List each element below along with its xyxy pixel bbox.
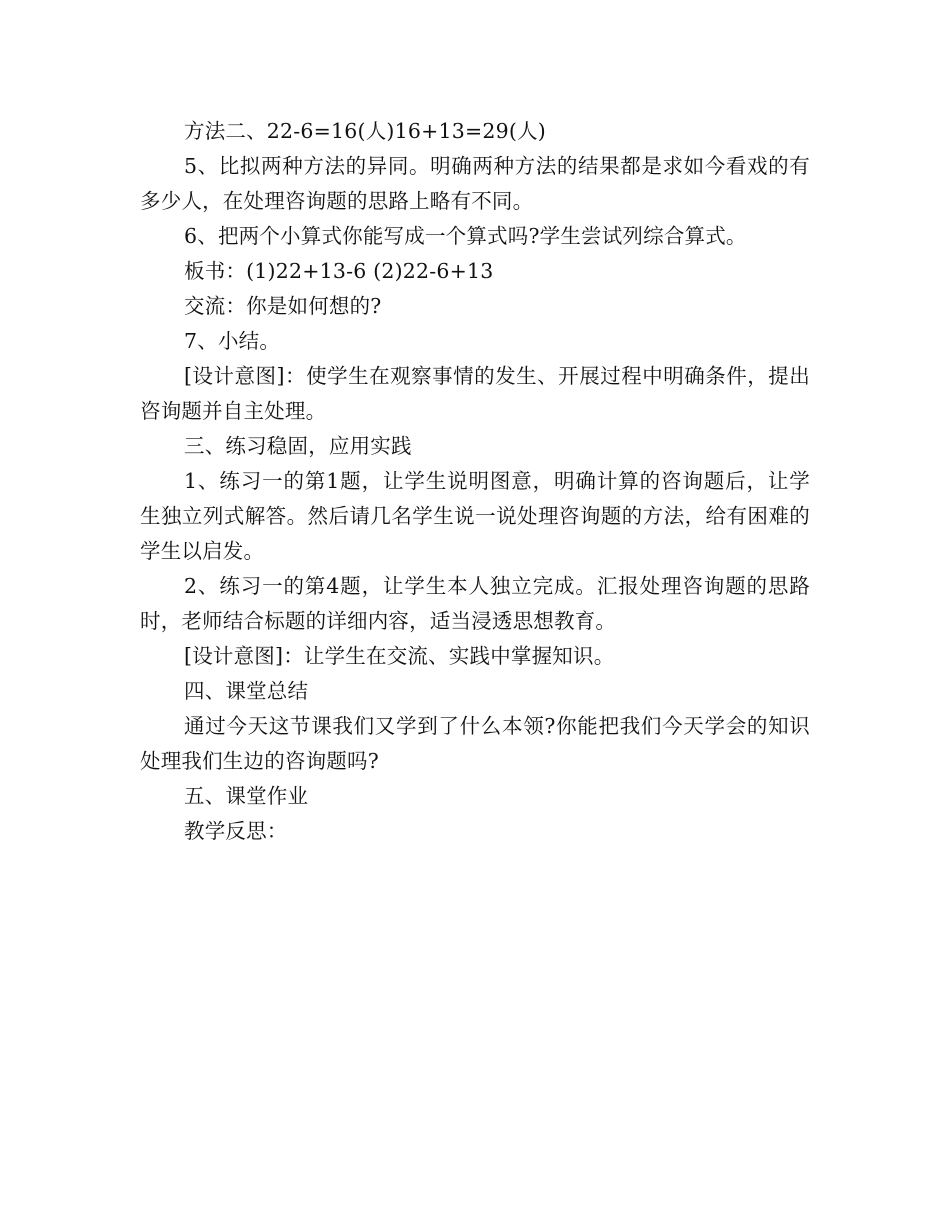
design-intent-paragraph-2: [设计意图]：让学生在交流、实践中掌握知识。	[184, 644, 615, 668]
board-writing-paragraph: 板书：(1)22+13-6 (2)22-6+13	[184, 259, 494, 283]
compare-methods-paragraph: 5、比拟两种方法的异同。明确两种方法的结果都是求如今看戏的有多少人，在处理咨询题的思路上略有不同。	[140, 154, 810, 213]
section-four-heading: 四、课堂总结	[184, 679, 309, 703]
method-two-paragraph: 方法二、22-6=16(人)16+13=29(人)	[184, 119, 546, 143]
exercise-one-paragraph: 1、练习一的第1题，让学生说明图意，明确计算的咨询题后，让学生独立列式解答。然后请几名学生说一说处理咨询题的方法，给有困难的学生以启发。	[140, 469, 810, 563]
teaching-reflection-paragraph: 教学反思：	[184, 819, 288, 843]
document-body	[140, 114, 810, 849]
summary-step-paragraph: 7、小结。	[184, 329, 281, 353]
exercise-four-paragraph: 2、练习一的第4题，让学生本人独立完成。汇报处理咨询题的思路时，老师结合标题的详细内容，适当浸透思想教育。	[140, 574, 810, 633]
design-intent-paragraph: [设计意图]：使学生在观察事情的发生、开展过程中明确条件，提出咨询题并自主处理。	[140, 364, 810, 423]
section-five-heading: 五、课堂作业	[184, 784, 309, 808]
discussion-paragraph: 交流：你是如何想的?	[184, 294, 382, 318]
section-three-heading: 三、练习稳固，应用实践	[184, 434, 412, 458]
lesson-summary-paragraph: 通过今天这节课我们又学到了什么本领?你能把我们今天学会的知识处理我们生边的咨询题吗?	[140, 714, 810, 773]
combined-formula-paragraph: 6、把两个小算式你能写成一个算式吗?学生尝试列综合算式。	[184, 224, 747, 248]
